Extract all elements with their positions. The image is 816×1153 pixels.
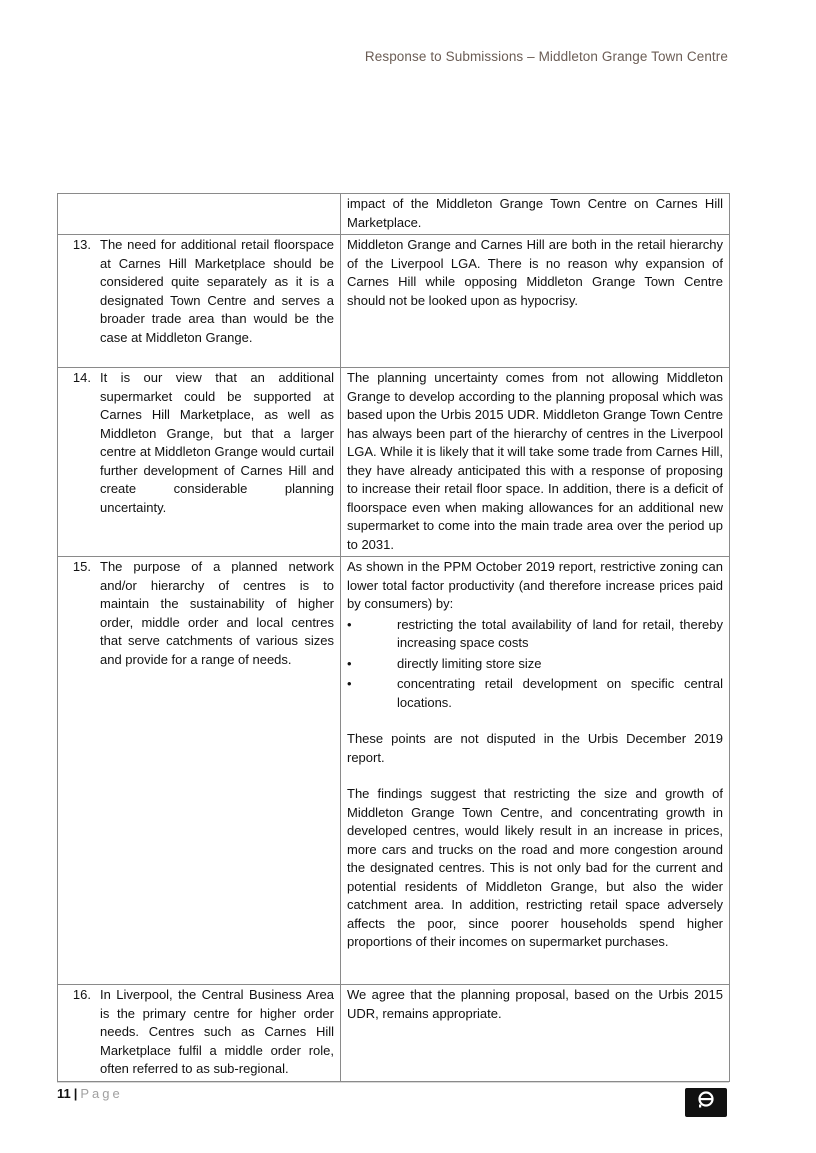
page-header-title: Response to Submissions – Middleton Grange Town Centre [364, 49, 728, 64]
response-text: The planning uncertainty comes from not allowing Middleton Grange to develop according to the planning proposal which was based upon the Urbis 2015 UDR. Middleton Grange Town Centre has always been part of the hierarchy of centres in the Liverpool LGA. While it is likely that it will take some trade from Carnes Hill, they have already anticipated this with a response of proposing to increase their retail floor space. In addition, there is a deficit of floorspace even when making allowances for an additional new supermarket to come into the main trade area over the period up to 2031. [347, 370, 723, 552]
bullet-text: concentrating retail development on specific central locations. [397, 676, 723, 710]
logo-mark-icon [685, 1088, 727, 1117]
table-row [58, 194, 730, 235]
response-cell [341, 557, 730, 985]
bullet-icon: • [347, 616, 352, 632]
response-cell [341, 194, 730, 235]
bullet-item [347, 655, 723, 674]
submissions-table [57, 193, 730, 1082]
response-cell [341, 368, 730, 557]
table-row [58, 235, 730, 368]
row-number: 16. [72, 987, 91, 1002]
submission-cell [58, 557, 341, 985]
bullet-icon: • [347, 676, 352, 691]
row-number: 14. [72, 370, 91, 385]
row-number: 15. [72, 559, 91, 574]
response-text: We agree that the planning proposal, based on the Urbis 2015 UDR, remains appropriate. [347, 987, 723, 1021]
page-number: 11 [57, 1086, 71, 1101]
response-text: As shown in the PPM October 2019 report, restrictive zoning can lower total factor productivity (and therefore increase prices paid by consumers) by: [347, 559, 723, 611]
footer-separator: | [73, 1086, 78, 1101]
response-cell [341, 985, 730, 1082]
bullet-item [347, 616, 723, 653]
row-number: 13. [72, 237, 91, 252]
response-text: impact of the Middleton Grange Town Centre on Carnes Hill Marketplace. [347, 196, 723, 230]
submission-cell [58, 985, 341, 1082]
bullet-text: restricting the total availability of land for retail, thereby increasing space costs [397, 616, 723, 650]
table-row [58, 985, 730, 1082]
response-text: Middleton Grange and Carnes Hill are both in the retail hierarchy of the Liverpool LGA. There is no reason why expansion of Carnes Hill while opposing Middleton Grange Town Centre should not be looked upon as hypocrisy. [347, 237, 723, 308]
bullet-icon: • [347, 655, 352, 671]
response-cell [341, 235, 730, 368]
submission-text: The need for additional retail floorspace at Carnes Hill Marketplace should be considered quite separately as it is a designated Town Centre and serves a broader trade area than would be the case at Middleton Grange. [100, 237, 334, 345]
footer-divider [57, 1082, 729, 1083]
bullet-text: directly limiting store size [397, 655, 542, 671]
response-text: These points are not disputed in the Urbis December 2019 report. [347, 731, 723, 765]
submission-cell [58, 194, 341, 235]
page-label: Page [80, 1086, 123, 1101]
table-row [58, 557, 730, 985]
submission-text: The purpose of a planned network and/or hierarchy of centres is to maintain the sustainability of higher order, middle order and local centres that serve catchments of various sizes and provide for a range of needs. [100, 559, 334, 667]
page-footer [57, 1086, 123, 1101]
bullet-item [347, 675, 723, 712]
table-row [58, 368, 730, 557]
submission-text: In Liverpool, the Central Business Area is the primary centre for higher order needs. Centres such as Carnes Hill Marketplace fulfil a middle order role, often referred to as sub-regional. [100, 987, 334, 1076]
response-text: The findings suggest that restricting the size and growth of Middleton Grange Town Centre, and concentrating growth in developed centres, would likely result in an increase in prices, more cars and trucks on the road and more congestion around the designated centres. This is not only bad for the current and potential residents of Middleton Grange, but also the wider catchment area. In addition, restricting retail space adversely affects the poor, since poorer households spend higher proportions of their incomes on supermarket purchases. [347, 786, 723, 949]
submission-text: It is our view that an additional supermarket could be supported at Carnes Hill Marketplace, as well as Middleton Grange, but that a larger centre at Middleton Grange would curtail further development of Carnes Hill and create considerable planning uncertainty. [100, 370, 334, 515]
company-logo-icon [685, 1088, 727, 1117]
submission-cell [58, 235, 341, 368]
submission-cell [58, 368, 341, 557]
